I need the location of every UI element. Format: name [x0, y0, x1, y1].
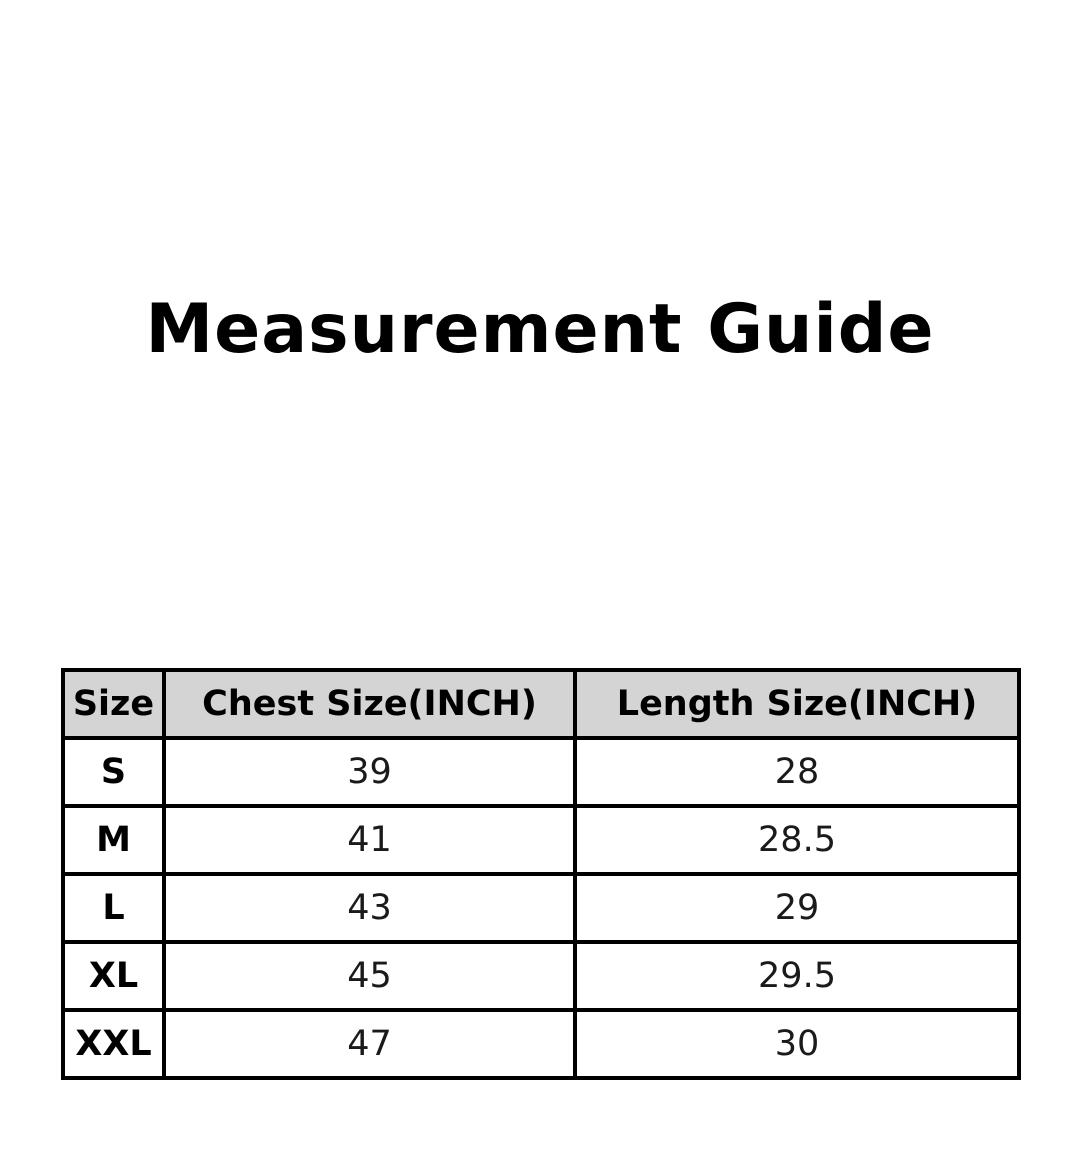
chest-size-cell: 43 — [164, 874, 575, 942]
size-cell: L — [63, 874, 164, 942]
length-size-cell: 30 — [575, 1010, 1019, 1078]
page-title: Measurement Guide — [145, 290, 935, 369]
table-row — [63, 1010, 1019, 1078]
table-row — [63, 942, 1019, 1010]
table-header-row — [63, 670, 1019, 738]
chest-size-cell: 41 — [164, 806, 575, 874]
table-row — [63, 806, 1019, 874]
chest-size-cell: 45 — [164, 942, 575, 1010]
length-size-cell: 29.5 — [575, 942, 1019, 1010]
table-row — [63, 738, 1019, 806]
header-size: Size — [63, 670, 164, 738]
header-chest-size: Chest Size(INCH) — [164, 670, 575, 738]
length-size-cell: 28 — [575, 738, 1019, 806]
length-size-cell: 28.5 — [575, 806, 1019, 874]
length-size-cell: 29 — [575, 874, 1019, 942]
measurement-table — [61, 668, 1021, 1080]
size-cell: XL — [63, 942, 164, 1010]
size-cell: S — [63, 738, 164, 806]
header-length-size: Length Size(INCH) — [575, 670, 1019, 738]
chest-size-cell: 47 — [164, 1010, 575, 1078]
table-row — [63, 874, 1019, 942]
size-cell: XXL — [63, 1010, 164, 1078]
chest-size-cell: 39 — [164, 738, 575, 806]
size-cell: M — [63, 806, 164, 874]
